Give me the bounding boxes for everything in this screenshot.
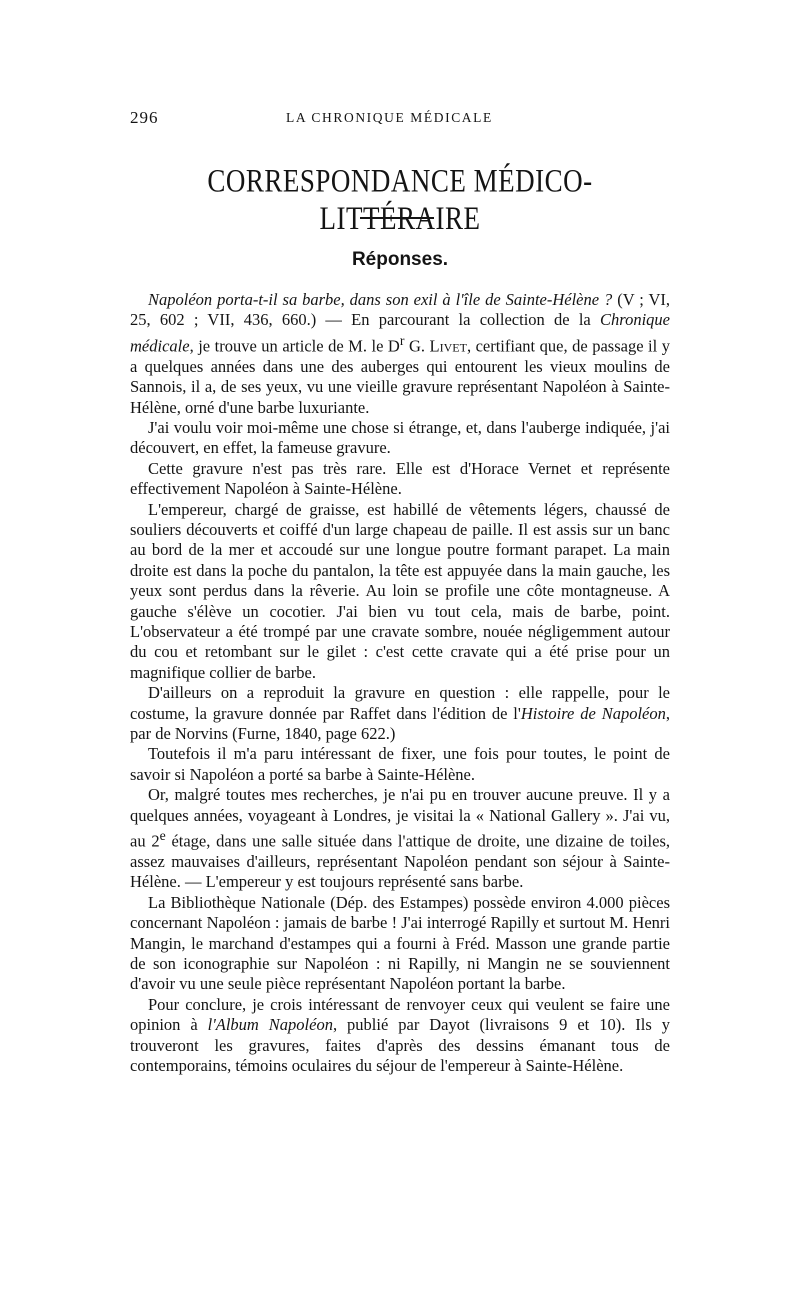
paragraph-text: , je trouve un article de M. le D bbox=[189, 336, 400, 356]
running-title: LA CHRONIQUE MÉDICALE bbox=[286, 110, 493, 125]
superscript: e bbox=[159, 828, 166, 844]
section-title: CORRESPONDANCE MÉDICO-LITTÉRAIRE bbox=[207, 162, 593, 237]
paragraph-question bbox=[130, 290, 670, 418]
reference-text: (V ; VI, 25, 602 ; VII, 436, 660.) — En parcourant la collection de la bbox=[130, 290, 670, 330]
paragraph: Cette gravure n'est pas très rare. Elle est d'Horace Vernet et représente effectivement Napoléon à Sainte-Hélène. bbox=[130, 458, 670, 499]
paragraph-text: D'ailleurs on a reproduit la gravure en question : elle rappelle, pour le costume, la gravure donnée par Raffet dans l'édition de l' bbox=[130, 683, 670, 723]
paragraph bbox=[130, 785, 670, 893]
superscript: r bbox=[399, 332, 405, 348]
paragraph: La Bibliothèque Nationale (Dép. des Estampes) possède environ 4.000 pièces concernant Napoléon : jamais de barbe ! J'ai interrogé Rapilly et surtout M. Henri Mangin, le marchand d'estampes qui a fourni à Fréd. Masson une grande partie de son iconographie sur Napoléon : ni Rapilly, ni Mangin ne se souviennent d'avoir vu une seule pièce représentant Napoléon portant la barbe. bbox=[130, 892, 670, 994]
paragraph bbox=[130, 995, 670, 1077]
paragraph-text: , certifiant que, de passage il y a quelques années dans une des auberges qui entourent les vieux moulins de Sannois, il a, de ses yeux, vu une vieille gravure représentant Napoléon à Sainte-Hélène, orné d'une barbe luxuriante. bbox=[130, 336, 670, 417]
paragraph-text: étage, dans une salle située dans l'attique de droite, une dizaine de toiles, assez mauvaises d'ailleurs, représentant Napoléon pendant son séjour à Sainte-Hélène. — L'empereur y est toujours représenté sans barbe. bbox=[130, 831, 670, 892]
paragraph bbox=[130, 683, 670, 744]
paragraph: L'empereur, chargé de graisse, est habillé de vêtements légers, chaussé de souliers découverts et coiffé d'un large chapeau de paille. Il est assis sur un banc au bord de la mer et accoudé sur une longue poutre formant parapet. La main droite est dans la poche du pantalon, la tête est appuyée dans la main gauche, les yeux sont perdus dans la rêverie. Au loin se profile une côte montagneuse. A gauche s'élève un cocotier. J'ai bien vu tout cela, mais de barbe, point. L'observateur a été trompé par une cravate sombre, nouée négligemment autour du cou et retombant sur le gilet : c'est cette cravate qui a été prise pour un magnifique collier de barbe. bbox=[130, 499, 670, 682]
paragraph: J'ai voulu voir moi-même une chose si étrange, et, dans l'auberge indiquée, j'ai découvert, en effet, la fameuse gravure. bbox=[130, 417, 670, 458]
subsection-title: Réponses. bbox=[351, 249, 449, 270]
paragraph-text: Or, malgré toutes mes recherches, je n'ai pu en trouver aucune preuve. Il y a quelques années, voyageant à Londres, je visitai la « National Gallery ». J'ai vu, au 2 bbox=[130, 785, 670, 851]
author-name: Livet bbox=[429, 336, 467, 356]
article-body bbox=[130, 290, 670, 1076]
paragraph-text: , publié par Dayot (livraisons 9 et 10). Ils y trouveront les gravures, faites d'après des dessins émanant tous de contemporains, témoins oculaires du séjour de l'empereur à Sainte-Hélène. bbox=[130, 1015, 670, 1076]
album-title: l'Album Napoléon bbox=[207, 1015, 333, 1035]
page-number: 296 bbox=[130, 108, 159, 127]
paragraph: Toutefois il m'a paru intéressant de fixer, une fois pour toutes, le point de savoir si Napoléon a porté sa barbe à Sainte-Hélène. bbox=[130, 744, 670, 784]
paragraph-text: G. bbox=[404, 336, 430, 356]
running-head bbox=[130, 108, 670, 130]
paragraph-text: , par de Norvins (Furne, 1840, page 622.) bbox=[130, 703, 670, 744]
title-divider bbox=[360, 217, 434, 219]
question-text: Napoléon porta-t-il sa barbe, dans son exil à l'île de Sainte-Hélène ? bbox=[148, 290, 613, 309]
work-title: Histoire de Napoléon bbox=[520, 703, 666, 723]
journal-title: Chronique médicale bbox=[130, 310, 670, 356]
paragraph-text: Pour conclure, je crois intéressant de renvoyer ceux qui veulent se faire une opinion à bbox=[130, 994, 670, 1035]
